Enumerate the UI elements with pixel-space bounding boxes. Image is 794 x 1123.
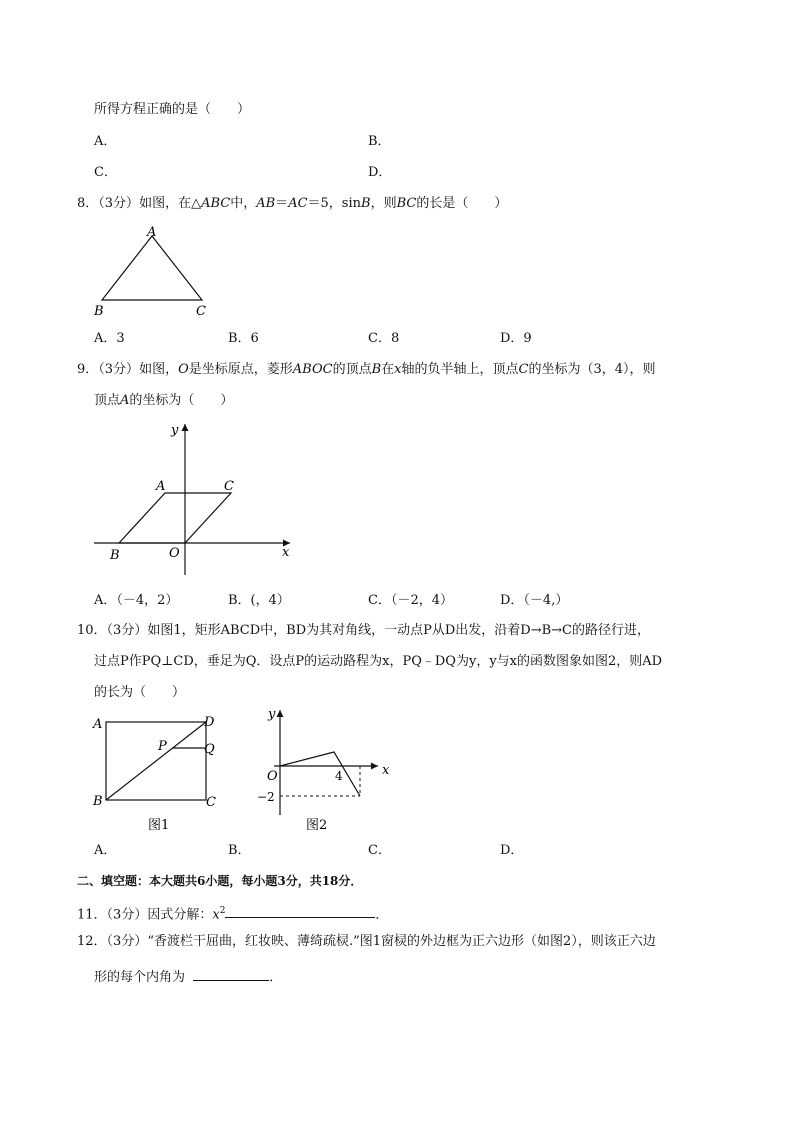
q9-stem-line1 [77,361,656,379]
q10-fig2-label-4: 4 [335,769,343,783]
q11-answer-blank[interactable] [225,903,375,918]
q9-label-y: y [171,423,179,438]
q10-fig2-label-x: x [382,763,390,778]
q10-fig1-label-a: A [93,717,103,732]
q9-l1b: 是坐标原点，菱形 [188,362,293,377]
q7-option-d[interactable]: D． [368,165,392,180]
q9-label-b: B [110,548,120,563]
q9-score: （3分） [98,362,140,377]
q9-c: C [518,362,529,377]
q10-fig2-label-o: O [267,769,278,784]
q9-option-a[interactable]: A．（－4，2） [94,593,179,608]
q10-figure-1 [90,710,230,835]
section-2-heading: 二、填空题：本大题共6小题，每小题3分，共18分． [77,874,363,888]
q12-stem-line2 [94,966,282,987]
q9-o: O [178,362,189,377]
q10-stem-line2: 过点P作PQ⊥CD，垂足为Q．设点P的运动路程为x，PQ﹣DQ为y，y与x的函数图象如图2，则AD [94,654,663,669]
q9-l1c: 的顶点 [332,362,372,377]
q8-triangle-figure [90,222,220,322]
q8-text-2: 中， [230,196,257,211]
q10-number: 10． [77,623,107,638]
q8-ac: AC [288,196,308,211]
q9-l2a: 顶点 [94,393,121,408]
q10-fig2-label-y: y [268,707,276,722]
q7-stem-tail: 所得方程正确的是（ ） [94,102,251,117]
q8-ab: AB [256,196,276,211]
q8-label-c: C [196,304,206,319]
q11-stem [77,902,388,924]
q9-l1a: 如图， [139,362,179,377]
q12-line1: “香渡栏干屈曲，红妆映、薄绮疏棂.”图1窗棂的外边框为正六边形（如图2），则该正六边 [147,934,656,949]
q10-option-d[interactable]: D． [500,843,524,858]
q9-l1e: 轴的负半轴上，顶点 [401,362,519,377]
q8-number: 8． [77,196,99,211]
q9-b: B [371,362,382,377]
q10-fig1-label-p: P [158,739,167,754]
q12-stem-line1 [77,933,656,951]
q9-label-o: O [169,546,180,561]
q9-aboc: ABOC [292,362,333,377]
q11-number: 11． [77,907,107,923]
q10-line1: 如图1，矩形ABCD中，BD为其对角线，一动点P从D出发，沿着D→B→C的路径行进， [147,623,651,638]
q9-option-c[interactable]: C．（－2，4） [368,593,453,608]
q12-score: （3分） [106,934,148,949]
q9-number: 9． [77,362,99,377]
q10-fig2-caption: 图2 [306,818,328,833]
q12-end: ． [269,970,283,985]
q9-label-c: C [224,479,234,494]
q10-option-c[interactable]: C． [368,843,391,858]
q10-fig1-caption: 图1 [148,818,170,833]
q8-text-5: 的长是（ ） [416,196,508,211]
q10-stem-line1 [77,622,650,640]
q10-fig1-label-b: B [93,794,103,809]
q9-label-x: x [282,545,290,560]
q8-option-d[interactable]: D．9 [500,331,532,346]
q8-eq1: ＝ [275,196,289,211]
q9-l2b: 的坐标为（ ） [129,393,234,408]
q8-label-b: B [94,304,104,319]
q10-stem-line3: 的长为（ ） [94,685,186,700]
q9-stem-line2 [94,392,233,410]
q9-l1f: 的坐标为（3，4），则 [528,362,656,377]
q11-text: 因式分解： [147,907,213,923]
q8-option-b[interactable]: B．6 [228,331,259,346]
q10-figure-2 [252,700,397,835]
q9-label-a: A [156,479,166,494]
q8-bc: BC [396,196,417,211]
q8-option-c[interactable]: C．8 [368,331,400,346]
q8-label-a: A [147,225,157,240]
q10-option-a[interactable]: A． [94,843,117,858]
q9-option-d[interactable]: D．（－4,） [500,593,569,608]
q10-option-b[interactable]: B． [228,843,251,858]
q10-fig1-label-c: C [206,795,216,810]
q12-line2: 形的每个内角为 [94,970,186,985]
q8-b: B [361,196,371,211]
q8-text-3: ＝5，sin [307,196,362,211]
q11-score: （3分） [106,907,148,923]
q11-end: ． [375,907,389,923]
q9-option-b[interactable]: B．(，4） [228,593,290,608]
q9-a: A [120,393,130,408]
q10-fig1-label-q: Q [204,742,215,757]
q8-text-4: ，则 [370,196,397,211]
q12-answer-blank[interactable] [193,966,269,981]
q9-x: x [394,362,402,377]
q10-fig2-label-neg2: −2 [257,790,275,804]
q9-l1d: 在 [381,362,395,377]
q11-x: x [212,907,220,923]
q8-score: （3分） [98,196,140,211]
q7-option-c[interactable]: C． [94,165,117,180]
q9-rhombus-figure [90,418,305,583]
q7-option-b[interactable]: B． [368,134,391,149]
q12-number: 12． [77,934,107,949]
q8-option-a[interactable]: A．3 [94,331,125,346]
q11-sup: 2 [219,906,226,916]
q8-stem [77,195,507,213]
q7-option-a[interactable]: A． [94,134,117,149]
q8-abc: ABC [201,196,231,211]
q8-text-1: 如图，在△ [139,196,202,211]
q10-score: （3分） [106,623,148,638]
q10-fig1-label-d: D [204,715,215,730]
